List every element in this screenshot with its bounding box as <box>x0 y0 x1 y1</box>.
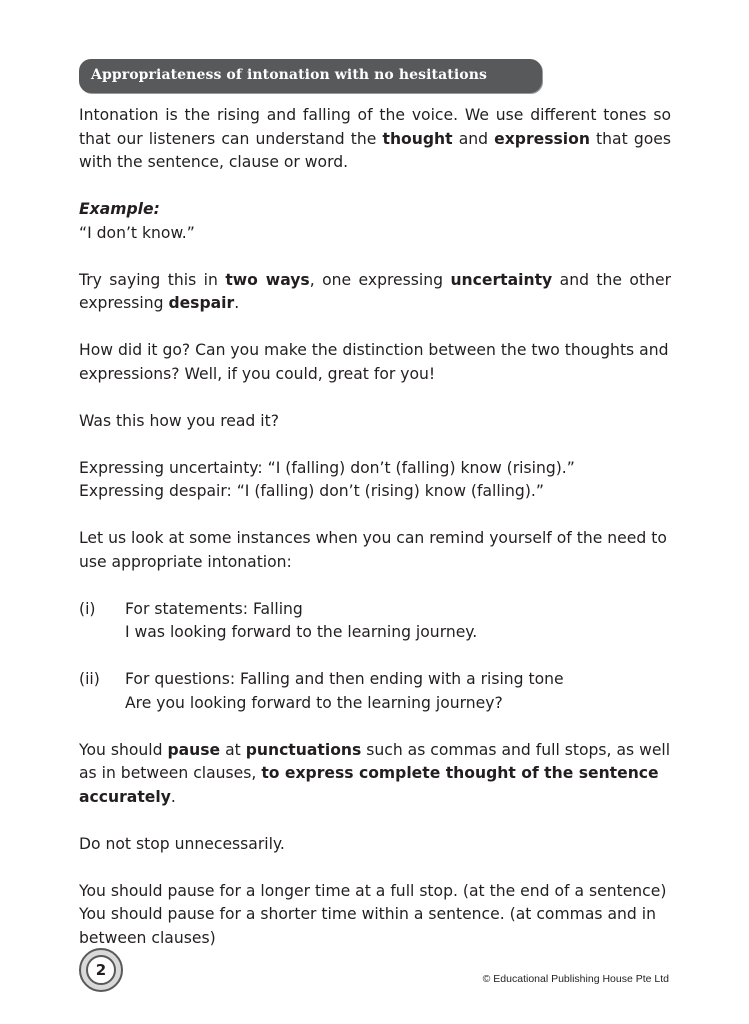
text-run: . <box>170 787 176 806</box>
section-heading-banner <box>79 59 542 93</box>
list-number: (ii) <box>79 670 100 688</box>
text-run: and <box>452 129 495 148</box>
text-run: such as commas and full stops, as well as in between clauses, <box>79 740 671 782</box>
list-item <box>79 668 671 715</box>
list-item-example: Are you looking forward to the learning journey? <box>125 693 503 712</box>
expressing-uncertainty-line: Expressing uncertainty: “I (falling) don’t (falling) know (rising).” <box>79 458 575 477</box>
page-number-badge <box>79 948 123 992</box>
text-run: that goes with the sentence, clause or word. <box>79 129 671 171</box>
try-saying-paragraph <box>79 269 671 316</box>
text-run: at <box>220 740 246 759</box>
bold-term: uncertainty <box>450 270 553 289</box>
page-number: 2 <box>86 955 116 985</box>
text-run: You should <box>79 740 168 759</box>
bold-term: despair <box>168 294 235 312</box>
list-number: (i) <box>79 599 96 618</box>
pause-longer-line: You should pause for a longer time at a full stop. (at the end of a sentence) <box>79 881 667 900</box>
text-run: Intonation is the rising and falling of the voice. We use different tones so that our listeners can understand the <box>79 106 671 148</box>
list-item-example: I was looking forward to the learning journey. <box>125 623 478 641</box>
text-run: , one expressing <box>309 270 451 289</box>
text-run: and the other expressing <box>79 270 671 312</box>
bold-term: expression <box>494 129 590 148</box>
bold-term: thought <box>382 129 453 148</box>
list-item-heading: For statements: Falling <box>125 599 303 618</box>
how-did-it-go-paragraph: How did it go? Can you make the distinction between the two thoughts and expressions? Well, if you could, great for you! <box>79 341 669 383</box>
example-quote: “I don’t know.” <box>79 223 195 242</box>
text-run: . <box>234 294 240 312</box>
list-item <box>79 598 671 645</box>
bold-term: punctuations <box>245 740 362 759</box>
pause-shorter-line: You should pause for a shorter time within a sentence. (at commas and in between clauses) <box>79 905 656 947</box>
list-item-body <box>125 598 671 645</box>
copyright-notice: © Educational Publishing House Pte Ltd <box>482 973 669 985</box>
expressing-despair-line: Expressing despair: “I (falling) don’t (rising) know (falling).” <box>79 482 544 500</box>
let-us-look-paragraph: Let us look at some instances when you can remind yourself of the need to use appropriate intonation: <box>79 529 667 571</box>
bold-term: pause <box>167 740 221 759</box>
text-run: Try saying this in <box>79 270 226 289</box>
bold-term: to express complete thought of the sentence accurately <box>79 764 659 806</box>
section-heading: Appropriateness of intonation with no hesitations <box>91 67 487 83</box>
example-label-text: Example: <box>79 200 160 218</box>
do-not-stop-paragraph: Do not stop unnecessarily. <box>79 834 285 853</box>
bold-term: two ways <box>225 270 310 289</box>
list-item-body <box>125 668 671 715</box>
pause-paragraph <box>79 739 671 810</box>
intro-paragraph <box>79 104 671 175</box>
was-this-paragraph: Was this how you read it? <box>79 411 280 430</box>
example-label <box>79 198 671 222</box>
page-content <box>79 104 671 950</box>
list-item-heading: For questions: Falling and then ending with a rising tone <box>125 670 564 688</box>
